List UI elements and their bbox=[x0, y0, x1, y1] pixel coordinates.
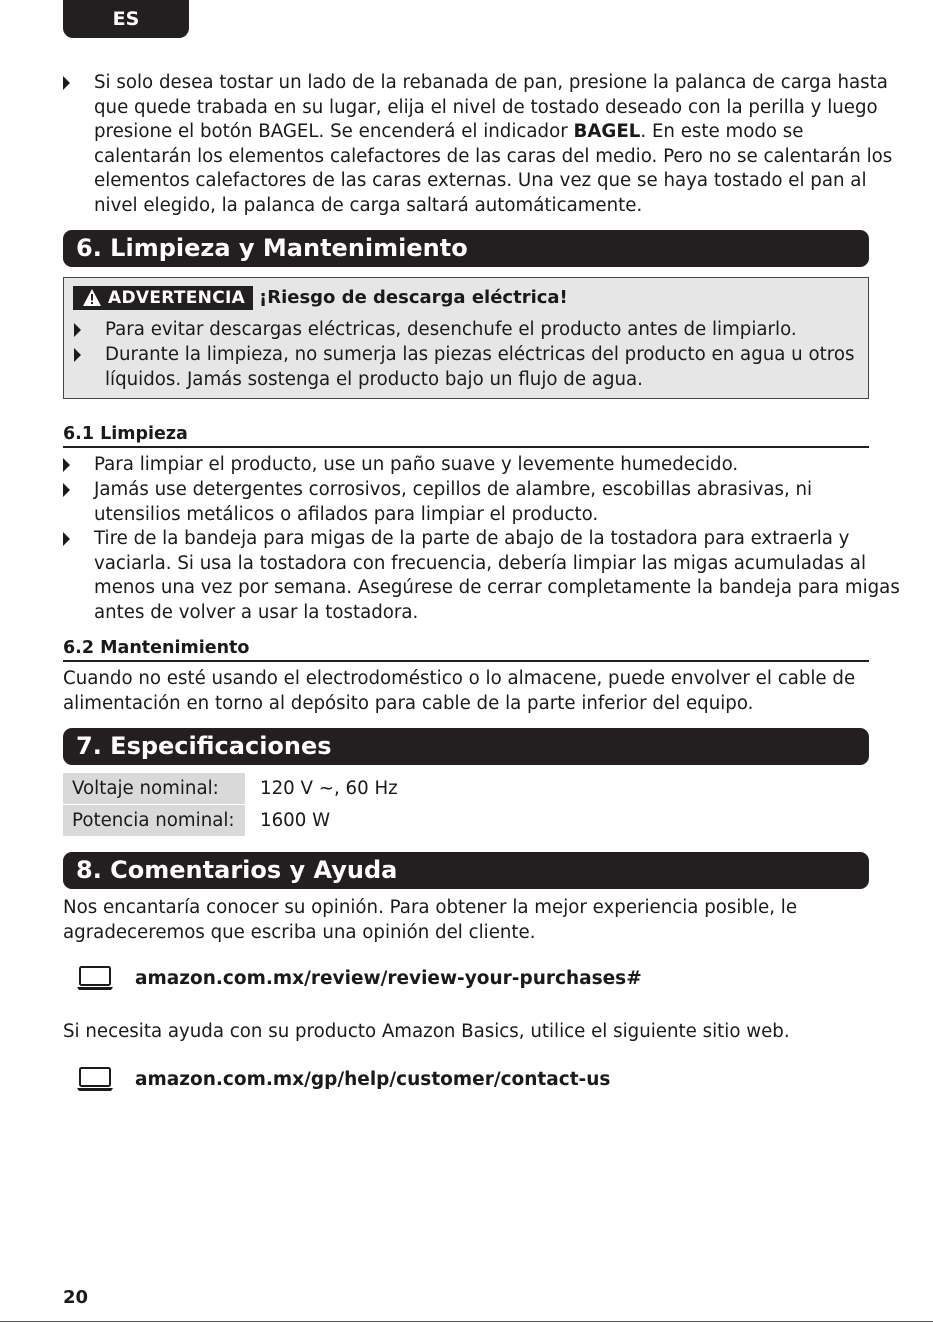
subsection-maintenance-title: 6.2 Mantenimiento bbox=[63, 637, 869, 662]
bullet-marker-icon bbox=[74, 348, 81, 362]
page-number: 20 bbox=[63, 1287, 89, 1308]
section-6-header: 6. Limpieza y Mantenimiento bbox=[63, 230, 869, 267]
cleaning-item-text: Tire de la bandeja para migas de la parte de abajo de la tostadora para extraerla y vaciarla. Si usa la tostadora con frecuencia, debería limpiar las migas acumuladas al menos una vez por semana. Asegúrese de cerrar completamente la bandeja para migas antes de volver a usar la tostadora. bbox=[94, 528, 900, 623]
feedback-intro: Nos encantaría conocer su opinión. Para obtener la mejor experiencia posible, le agradeceremos que escriba una opinión del cliente. bbox=[63, 897, 798, 943]
cleaning-item bbox=[63, 453, 900, 478]
help-text: Si necesita ayuda con su producto Amazon Basics, utilice el siguiente sitio web. bbox=[63, 1021, 790, 1042]
warning-item-text: Para evitar descargas eléctricas, desenchufe el producto antes de limpiarlo. bbox=[105, 319, 797, 340]
warning-label bbox=[73, 286, 253, 310]
intro-text-bold: BAGEL bbox=[573, 121, 641, 142]
warning-triangle-icon bbox=[82, 288, 102, 307]
section-7-header: 7. Especificaciones bbox=[63, 728, 869, 765]
bullet-marker-icon bbox=[63, 483, 70, 497]
spec-label: Potencia nominal: bbox=[63, 805, 245, 836]
page-bottom-rule bbox=[0, 1321, 933, 1322]
bullet-marker-icon bbox=[74, 323, 81, 337]
warning-label-text: ADVERTENCIA bbox=[108, 288, 246, 308]
warning-item-text: Durante la limpieza, no sumerja las piezas eléctricas del producto en agua u otros líquidos. Jamás sostenga el producto bajo un flujo de agua. bbox=[105, 344, 855, 390]
spec-value: 120 V ~, 60 Hz bbox=[260, 778, 398, 799]
bullet-marker-icon bbox=[63, 532, 70, 546]
spec-value: 1600 W bbox=[260, 810, 331, 831]
intro-text-start: Si solo desea tostar un lado de la rebanada de pan, presione la palanca de carga hasta que quede trabada en su lugar, elija el nivel de tostado deseado con la perilla y luego presione el botón BAGEL. Se encenderá el indicador bbox=[94, 72, 888, 142]
bullet-marker-icon bbox=[63, 76, 70, 90]
bullet-marker-icon bbox=[63, 458, 70, 472]
section-8-header: 8. Comentarios y Ayuda bbox=[63, 852, 869, 889]
help-link[interactable]: amazon.com.mx/gp/help/customer/contact-us bbox=[135, 1069, 611, 1090]
cleaning-item bbox=[63, 527, 900, 625]
intro-bullet bbox=[63, 71, 900, 218]
maintenance-text: Cuando no esté usando el electrodoméstico o lo almacene, puede envolver el cable de alimentación en torno al depósito para cable de la parte inferior del equipo. bbox=[63, 668, 856, 714]
cleaning-item bbox=[63, 478, 900, 527]
subsection-cleaning-title: 6.1 Limpieza bbox=[63, 423, 869, 448]
warning-title: ¡Riesgo de descarga eléctrica! bbox=[259, 287, 568, 308]
cleaning-item-text: Jamás use detergentes corrosivos, cepillos de alambre, escobillas abrasivas, ni utensilios metálicos o afilados para limpiar el producto. bbox=[94, 479, 813, 525]
language-tab: ES bbox=[63, 0, 189, 38]
laptop-icon bbox=[76, 965, 114, 991]
intro-text-end: . En este modo se calentarán los elementos calefactores de las caras del medio. Pero no se calentarán los elementos calefactores de las caras externas. Una vez que se haya tostado el pan al nivel elegido, la palanca de carga saltará automáticamente. bbox=[94, 121, 893, 216]
review-link[interactable]: amazon.com.mx/review/review-your-purchases# bbox=[135, 968, 642, 989]
spec-label: Voltaje nominal: bbox=[63, 773, 245, 804]
warning-box bbox=[63, 277, 869, 399]
cleaning-item-text: Para limpiar el producto, use un paño suave y levemente humedecido. bbox=[94, 454, 739, 475]
laptop-icon bbox=[76, 1066, 114, 1092]
warning-item bbox=[74, 318, 880, 343]
warning-item bbox=[74, 343, 880, 392]
